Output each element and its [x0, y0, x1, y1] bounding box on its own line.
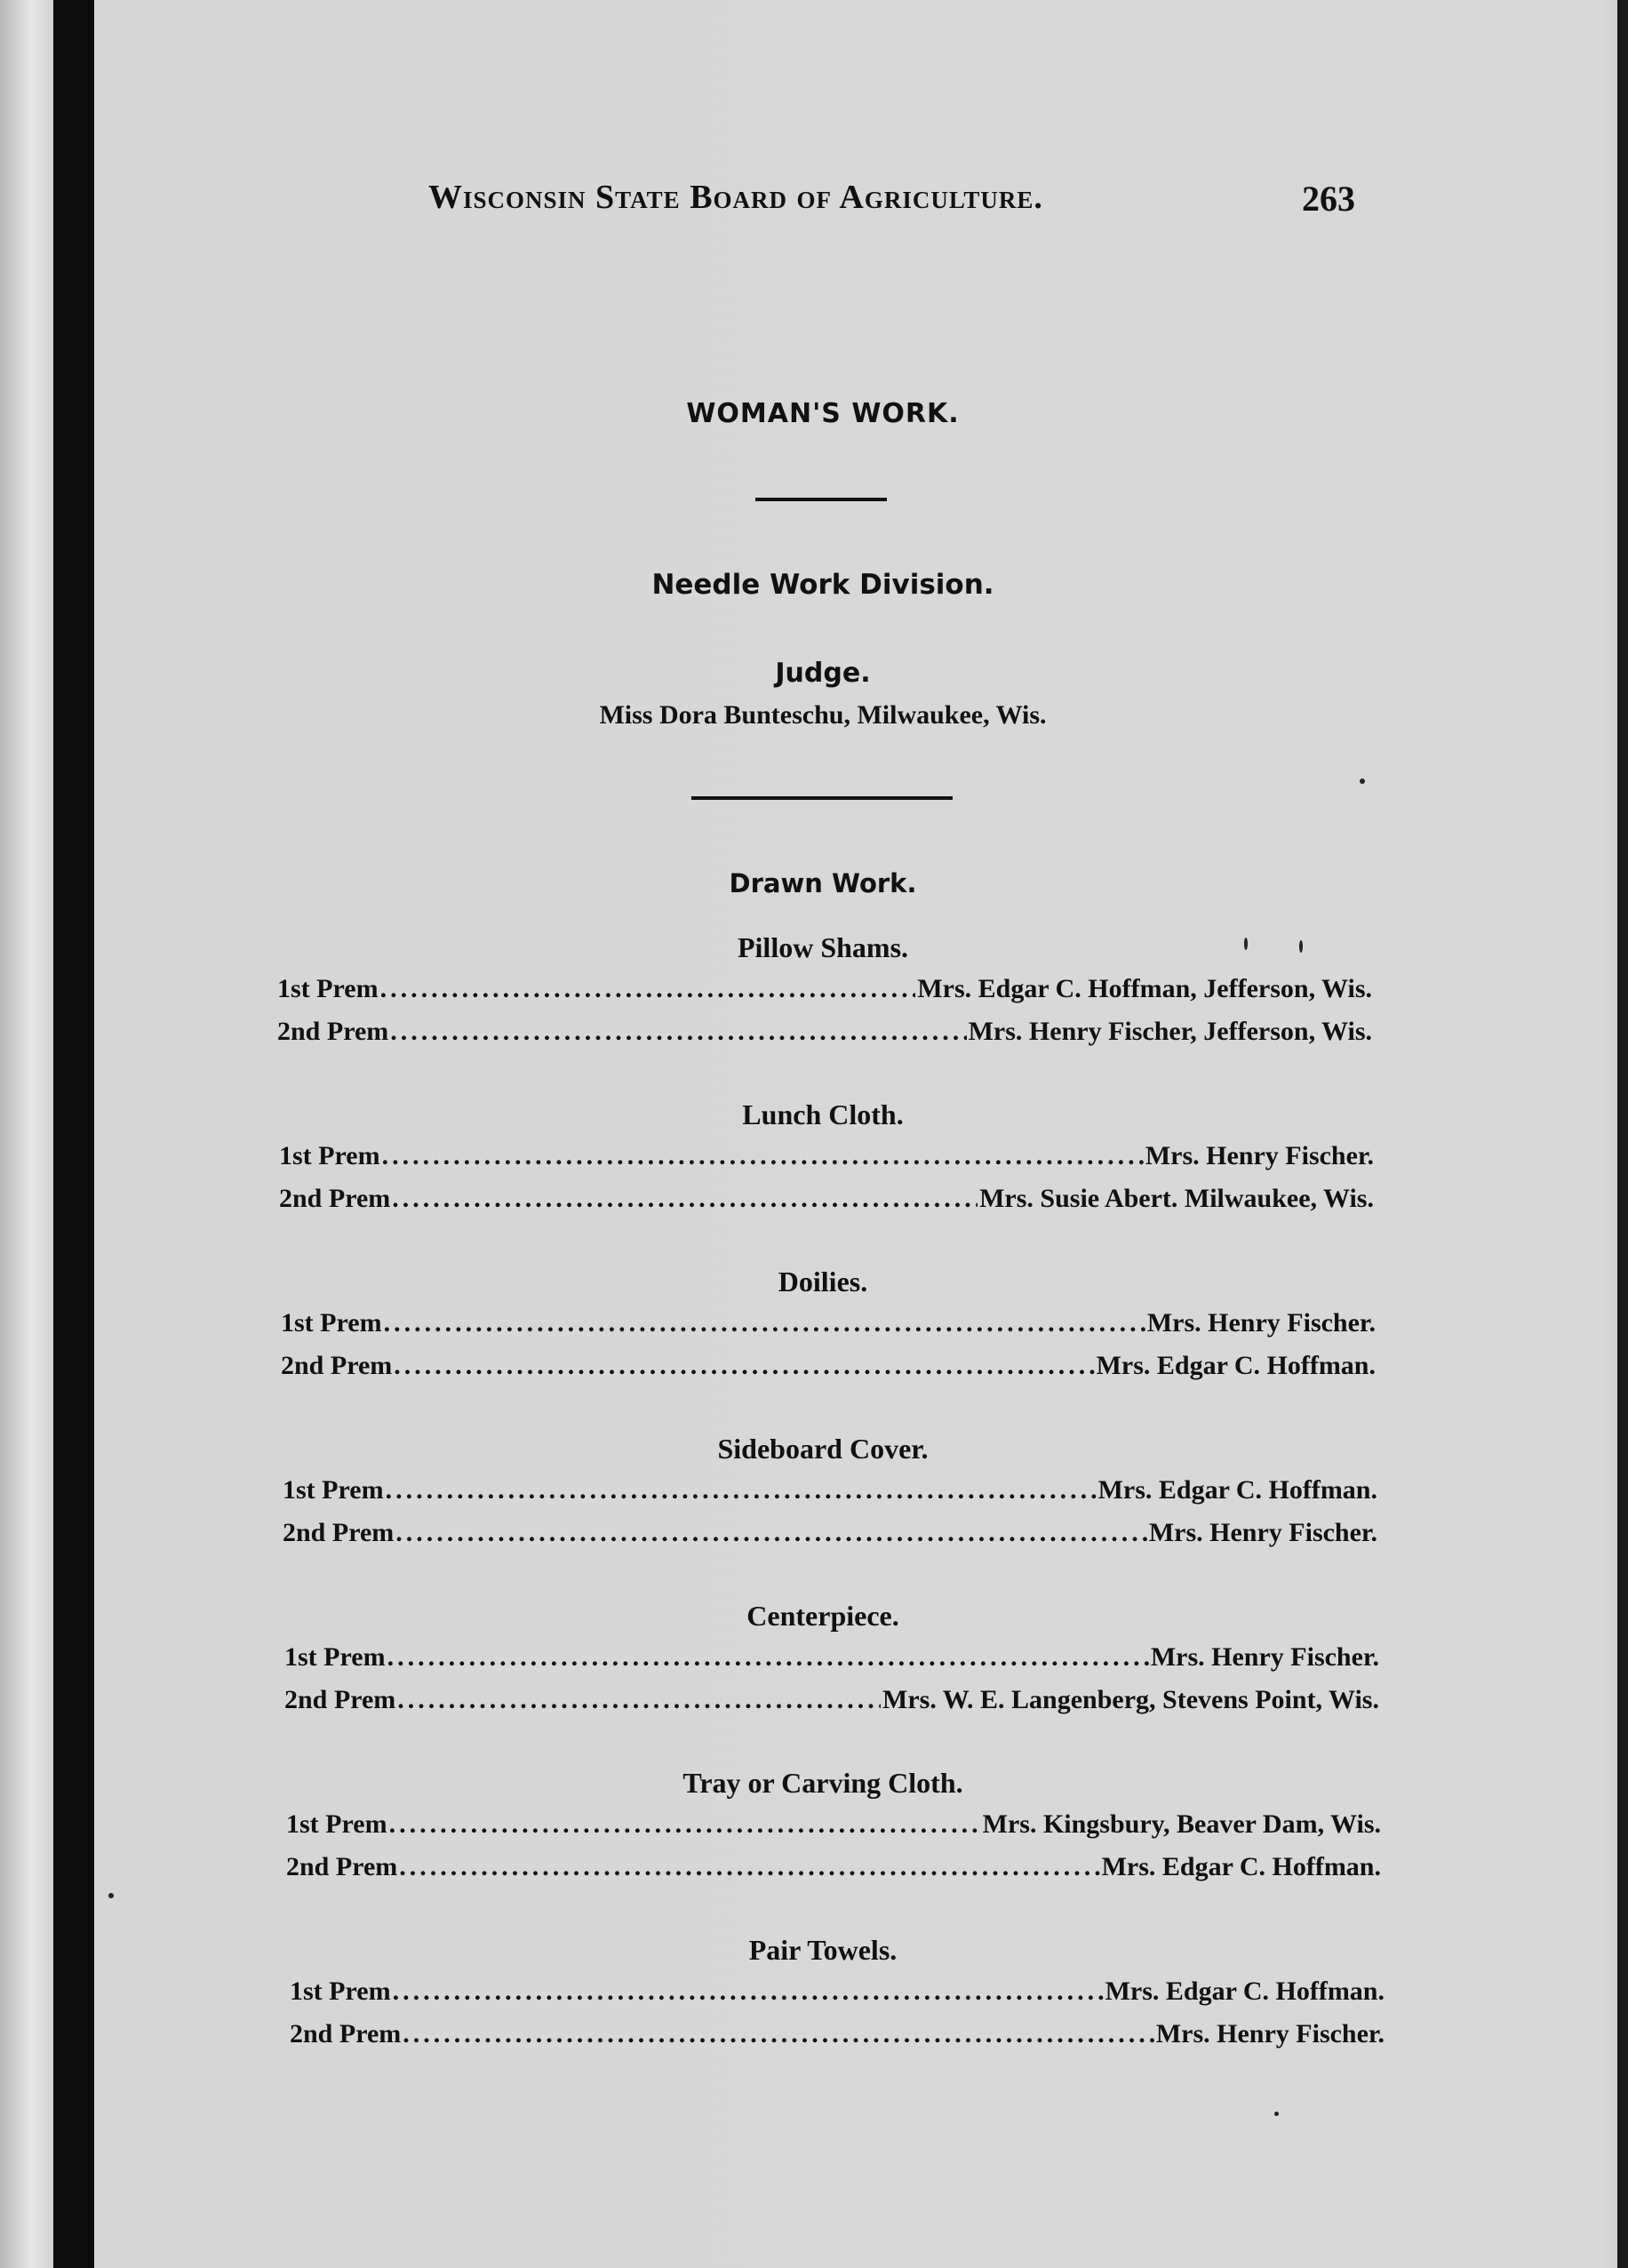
award-place: 2nd Prem [290, 2019, 402, 2048]
dot-leader [380, 974, 916, 1004]
award-winner: Mrs. Edgar C. Hoffman. [1105, 1977, 1385, 2006]
award-entry [279, 1141, 1374, 1171]
award-winner: Mrs. Edgar C. Hoffman. [1096, 1351, 1376, 1380]
award-group-title: Sideboard Cover. [717, 1433, 929, 1465]
award-entry [279, 1184, 1374, 1214]
award-place: 2nd Prem [279, 1184, 391, 1213]
dot-leader [393, 1977, 1104, 2007]
judge-name: Miss Dora Bunteschu, Milwaukee, Wis. [599, 700, 1047, 730]
scan-speck [1274, 2112, 1279, 2116]
award-group-title: Lunch Cloth. [742, 1098, 904, 1130]
judge-label: Judge. [775, 658, 871, 689]
award-place: 1st Prem [286, 1809, 387, 1839]
award-winner: Mrs. Edgar C. Hoffman, Jefferson, Wis. [917, 974, 1372, 1003]
dot-leader [392, 1184, 978, 1214]
award-place: 2nd Prem [277, 1017, 389, 1046]
division-title: Needle Work Division. [651, 569, 994, 601]
award-winner: Mrs. Henry Fischer, Jefferson, Wis. [968, 1017, 1372, 1046]
section-title: WOMAN'S WORK. [686, 398, 960, 429]
award-winner: Mrs. Henry Fischer. [1145, 1141, 1374, 1170]
award-entry [284, 1685, 1379, 1715]
page-number: 263 [1302, 179, 1355, 219]
award-winner: Mrs. Kingsbury, Beaver Dam, Wis. [982, 1809, 1381, 1839]
award-place: 1st Prem [281, 1308, 382, 1338]
dot-leader [399, 1852, 1099, 1882]
award-group-title: Pair Towels. [748, 1934, 898, 1966]
award-place: 2nd Prem [286, 1852, 398, 1881]
dot-leader [394, 1351, 1094, 1381]
divider-rule [691, 796, 953, 800]
dot-leader [397, 1685, 881, 1715]
award-entry [283, 1518, 1377, 1548]
dot-leader [387, 1642, 1149, 1673]
dot-leader [403, 2019, 1154, 2049]
award-entry [290, 1977, 1385, 2007]
dot-leader [389, 1809, 981, 1840]
page-edge [1617, 0, 1628, 2268]
running-header: Wisconsin State Board of Agriculture. [428, 179, 1043, 216]
award-group-title: Pillow Shams. [737, 931, 909, 963]
award-place: 1st Prem [283, 1475, 384, 1505]
award-entry [277, 1017, 1372, 1047]
scan-speck [1360, 779, 1365, 784]
award-winner: Mrs. Henry Fischer. [1148, 1518, 1377, 1547]
dot-leader [395, 1518, 1147, 1548]
dot-leader [382, 1141, 1144, 1171]
scan-speck [1244, 938, 1248, 950]
award-place: 2nd Prem [283, 1518, 395, 1547]
award-winner: Mrs. Henry Fischer. [1150, 1642, 1379, 1672]
award-winner: Mrs. Henry Fischer. [1146, 1308, 1376, 1338]
dot-leader [390, 1017, 966, 1047]
award-group-title: Centerpiece. [746, 1600, 899, 1632]
book-gutter [53, 0, 94, 2268]
award-place: 2nd Prem [284, 1685, 396, 1714]
award-place: 1st Prem [284, 1642, 386, 1672]
award-winner: Mrs. Edgar C. Hoffman. [1097, 1475, 1377, 1505]
award-winner: Mrs. W. E. Langenberg, Stevens Point, Wis. [882, 1685, 1379, 1714]
award-winner: Mrs. Edgar C. Hoffman. [1101, 1852, 1381, 1881]
award-winner: Mrs. Susie Abert. Milwaukee, Wis. [979, 1184, 1374, 1213]
award-entry [281, 1308, 1376, 1338]
award-entry [284, 1642, 1379, 1673]
award-winner: Mrs. Henry Fischer. [1155, 2019, 1385, 2048]
award-entry [290, 2019, 1385, 2049]
category-title: Drawn Work. [729, 868, 917, 898]
scan-speck [108, 1893, 114, 1898]
award-entry [283, 1475, 1377, 1505]
award-group-title: Tray or Carving Cloth. [682, 1767, 963, 1799]
award-entry [286, 1852, 1381, 1882]
award-entry [277, 974, 1372, 1004]
award-entry [281, 1351, 1376, 1381]
divider-rule [755, 498, 887, 501]
facing-page-edge [0, 0, 53, 2268]
scan-speck [1299, 940, 1303, 953]
award-place: 1st Prem [290, 1977, 391, 2006]
award-entry [286, 1809, 1381, 1840]
award-place: 2nd Prem [281, 1351, 393, 1380]
award-place: 1st Prem [277, 974, 379, 1003]
award-place: 1st Prem [279, 1141, 380, 1170]
dot-leader [384, 1308, 1145, 1338]
dot-leader [386, 1475, 1097, 1505]
award-group-title: Doilies. [778, 1266, 868, 1298]
